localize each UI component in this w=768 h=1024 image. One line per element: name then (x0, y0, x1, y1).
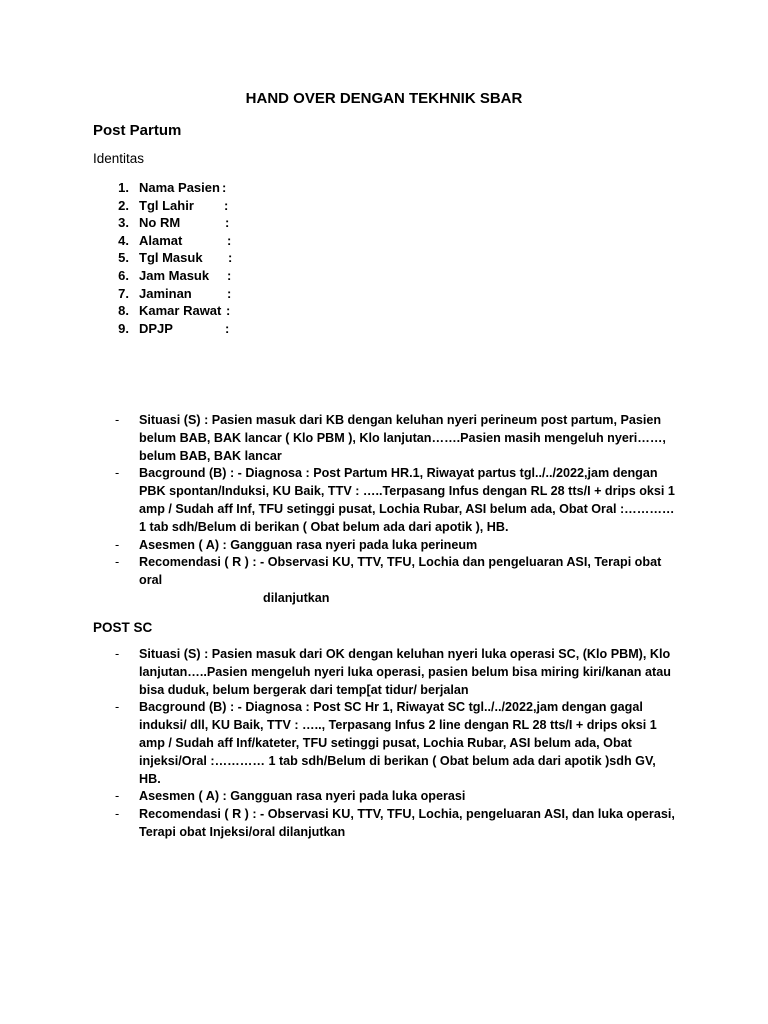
row-number: 5. (118, 250, 129, 266)
field-label: Nama Pasien (139, 180, 220, 195)
sbar-text: Recomendasi ( R ) : - Observasi KU, TTV, TFU, Lochia, pengeluaran ASI, dan luka operasi, Terapi obat Injeksi/oral dilanjutkan (139, 807, 675, 839)
post-partum-sbar-list (115, 412, 675, 608)
sbar-text: Bacground (B) : - Diagnosa : Post Partum HR.1, Riwayat partus tgl../../2022,jam dengan PBK spontan/Induksi, KU Baik, TTV : …..Terpasang Infus dengan RL 28 tts/I + drips oksi 1 amp / Sudah aff Inf, TFU setinggi pusat, Lochia Rubar, ASI belum ada, Obat Oral :………… 1 tab sdh/Belum di berikan ( Obat belum ada dari apotik ), HB. (139, 466, 675, 534)
field-label: Alamat (139, 232, 183, 248)
row-number: 1. (118, 180, 129, 195)
sbar-text-continuation: dilanjutkan (263, 590, 330, 605)
sbar-text: Bacground (B) : - Diagnosa : Post SC Hr 1, Riwayat SC tgl../../2022,jam dengan gagal induksi/ dll, KU Baik, TTV : ….., Terpasang Infus 2 line dengan RL 28 tts/I + drips oksi 1 amp / Sudah aff Inf/kateter, TFU setinggi pusat, Lochia Rubar, ASI belum ada, Obat injeksi/Oral :………… 1 tab sdh/Belum di berikan ( Obat belum ada dari apotik )sdh GV, HB. (139, 700, 657, 786)
sbar-text: Situasi (S) : Pasien masuk dari OK dengan keluhan nyeri luka operasi SC, (Klo PBM), Klo lanjutan…..Pasien mengeluh nyeri luka operasi, pasien belum bisa miring kiri/kanan atau bisa duduk, belum bergerak dari temp[at tidur/ berjalan (139, 647, 671, 697)
field-colon: : (225, 320, 230, 336)
field-label: DPJP (139, 320, 173, 336)
row-number: 7. (118, 285, 129, 301)
sbar-item-rekomendasi (115, 806, 675, 842)
sbar-item-rekomendasi (115, 554, 675, 607)
post-sc-sbar-list (115, 646, 675, 842)
row-number: 2. (118, 197, 129, 213)
field-label: Kamar Rawat (139, 303, 222, 319)
row-number: 3. (118, 215, 129, 231)
document-title: HAND OVER DENGAN TEKHNIK SBAR (245, 90, 523, 107)
bullet-dash: - (115, 700, 120, 715)
field-colon: : (228, 250, 233, 266)
identitas-label: Identitas (93, 151, 145, 166)
sbar-text: Asesmen ( A) : Gangguan rasa nyeri pada luka perineum (139, 537, 478, 552)
sbar-item-background (115, 465, 675, 536)
row-number: 4. (118, 232, 129, 248)
sbar-text: Situasi (S) : Pasien masuk dari KB dengan keluhan nyeri perineum post partum, Pasien belum BAB, BAK lancar ( Klo PBM ), Klo lanjutan…….Pasien masih mengeluh nyeri……, belum BAB, BAK lancar (139, 413, 666, 463)
sbar-item-asesmen (115, 537, 675, 555)
sbar-item-asesmen (115, 788, 675, 806)
bullet-dash: - (115, 555, 120, 570)
sbar-item-situasi (115, 412, 675, 465)
bullet-dash: - (115, 466, 120, 481)
field-colon: : (225, 215, 230, 231)
field-colon: : (227, 267, 232, 283)
field-colon: : (226, 303, 231, 319)
sbar-item-background (115, 699, 675, 788)
bullet-dash: - (115, 807, 120, 822)
field-label: Jam Masuk (139, 267, 210, 283)
row-number: 9. (118, 320, 129, 336)
bullet-dash: - (115, 647, 120, 661)
field-label: Tgl Masuk (139, 250, 203, 266)
field-colon: : (227, 232, 232, 248)
bullet-dash: - (115, 789, 120, 804)
field-label: No RM (139, 215, 181, 231)
sbar-text: Asesmen ( A) : Gangguan rasa nyeri pada luka operasi (139, 789, 466, 804)
row-number: 6. (118, 267, 129, 283)
field-label: Tgl Lahir (139, 197, 194, 213)
sbar-item-situasi (115, 646, 675, 699)
field-label: Jaminan (139, 285, 192, 301)
post-sc-heading: POST SC (93, 620, 153, 635)
field-colon: : (227, 285, 232, 301)
field-colon: : (224, 197, 229, 213)
field-colon: : (222, 180, 227, 195)
row-number: 8. (118, 303, 129, 319)
post-partum-heading: Post Partum (93, 122, 182, 139)
sbar-text: Recomendasi ( R ) : - Observasi KU, TTV, TFU, Lochia dan pengeluaran ASI, Terapi obat oral (139, 555, 662, 588)
bullet-dash: - (115, 413, 120, 427)
bullet-dash: - (115, 537, 120, 552)
